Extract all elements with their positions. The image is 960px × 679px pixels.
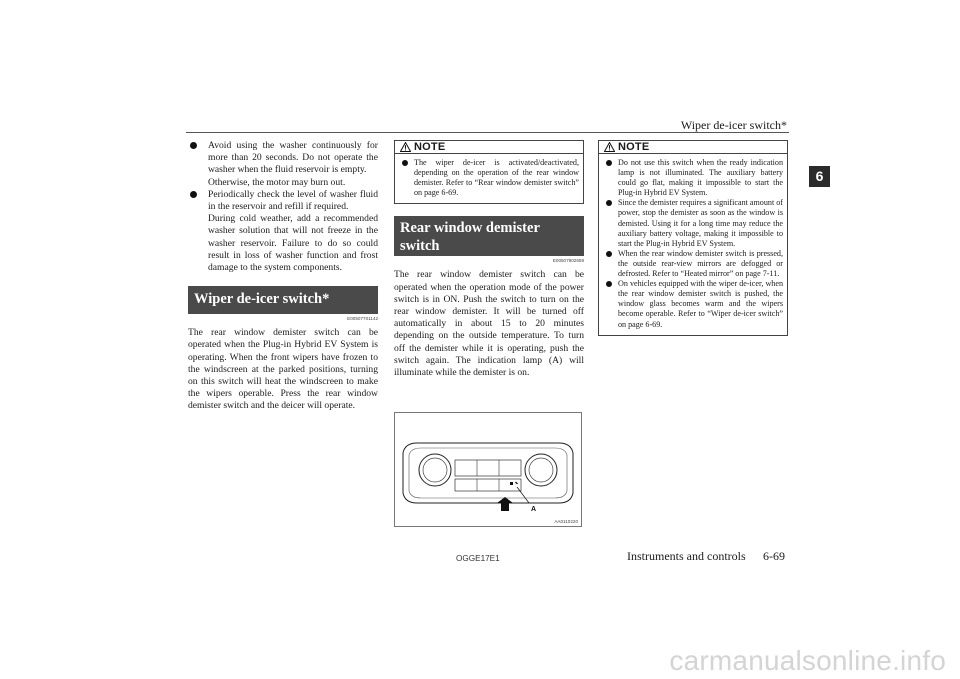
body-paragraph: The rear window demister switch can be operated when the Plug-in Hybrid EV System is operating. When the front wipers have frozen to the windscreen at the parked positions, turning on this switch will heat the windscreen to make the wipers operable. Press the rear window demister switch and the deicer will operate. [188,327,378,412]
footer-section-name: Instruments and controls [627,549,746,563]
note-item [604,158,783,198]
section-code: E00507701142 [347,316,378,322]
note-text: On vehicles equipped with the wiper de-icer, when the rear window demister switch is pushed, the window glass becomes warm and the wipers become operable. Refer to “Wiper de-icer switch” on page 6-69. [618,279,783,329]
note-text: When the rear window demister switch is pressed, the outside rear-view mirrors are defogged or defrosted. Refer to “Heated mirror” on page 7-11. [618,248,783,279]
column-2 [394,140,584,379]
chapter-tab-marker: 6 [809,166,830,187]
body-paragraph: The rear window demister switch can be operated when the operation mode of the power switch is in ON. Push the switch to turn on the rear window demister. It will be turned off automatically in about 15 to 20 minutes depending on the outside temperature. To turn off the demister while it is operating, push the switch again. The indication lamp (A) will illuminate while the demister is on. [394,269,584,378]
bullet-icon [606,251,612,257]
caution-item [188,140,378,189]
header-rule [186,132,789,133]
note-item [604,279,783,329]
running-header-title: Wiper de-icer switch* [680,118,787,132]
bullet-icon [606,281,612,287]
warning-triangle-icon [604,142,615,152]
caution-list [188,140,378,274]
watermark-text: carmanualsonline.info [669,645,946,676]
note-header [599,141,787,154]
page-number: 6-69 [763,549,785,563]
warning-triangle-icon [400,142,411,152]
note-text: Do not use this switch when the ready indication lamp is not illuminated. The auxiliary battery could go flat, making it impossible to start the Plug-in Hybrid EV System. [618,158,783,198]
caution-item [188,189,378,274]
note-label: NOTE [618,141,650,153]
note-header [395,141,583,154]
caution-text: Otherwise, the motor may burn out. [208,176,346,188]
demister-switch-figure [394,412,582,527]
section-code: E00507902659 [552,258,584,264]
bullet-icon [190,191,197,198]
note-label: NOTE [414,141,446,153]
document-code: OGGE17E1 [456,554,500,563]
bullet-icon [402,160,408,166]
note-item [400,158,579,198]
bullet-icon [606,160,612,166]
bullet-icon [606,200,612,206]
section-heading-rear-demister: Rear window demister switch [394,216,584,256]
note-item [604,249,783,279]
figure-callout-a: A [531,506,537,513]
caution-text: Avoid using the washer continuously for more than 20 seconds. Do not operate the washer when the fluid reservoir is empty. [208,140,378,176]
column-3 [598,140,788,336]
note-text: Since the demister requires a significant amount of power, stop the demister as soon as the window is demisted. Using it for a long time may reduce the auxiliary battery voltage, making it impossible to start the Plug-in Hybrid EV System. [618,198,783,248]
figure-code: AA0110220 [554,519,578,524]
section-heading-wiper-deicer: Wiper de-icer switch* [188,286,378,314]
note-text: The wiper de-icer is activated/deactivated, depending on the operation of the rear window demister. Refer to “Rear window demister switch” on page 6-69. [414,158,579,198]
column-1 [188,140,378,413]
note-box [598,140,788,336]
bullet-icon [190,142,197,149]
note-item [604,198,783,248]
caution-text: During cold weather, add a recommended washer solution that will not freeze in the washer reservoir. Failure to do so could result in loss of washer function and frost damage to the system components. [208,213,378,274]
climate-panel-illustration [395,413,581,526]
caution-text: Periodically check the level of washer fluid in the reservoir and refill if required. [208,188,378,213]
note-box [394,140,584,204]
